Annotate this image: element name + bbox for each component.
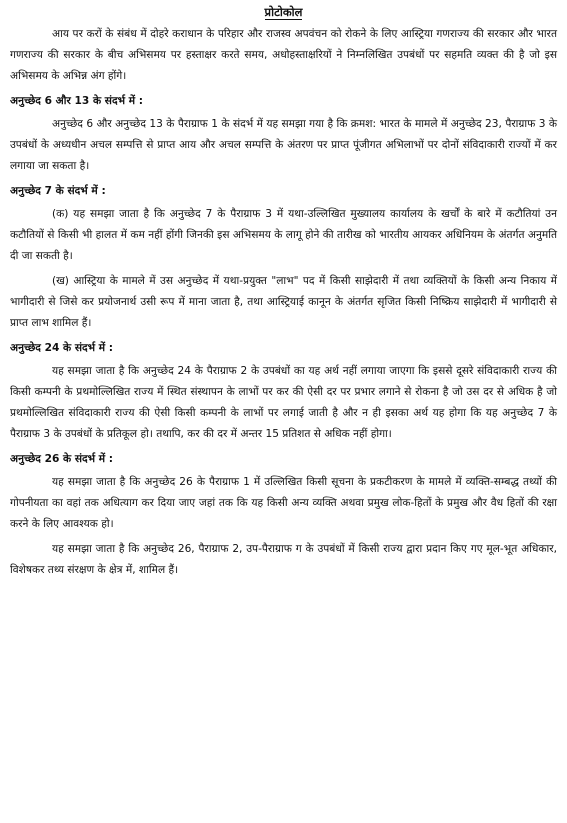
intro-paragraph: आय पर करों के संबंध में दोहरे कराधान के परिहार और राजस्व अपवंचन को रोकने के लिए आस्ट्रिया गणराज्य की सरकार और भारत गणराज्य की सरकार के बीच अभिसमय पर हस्ताक्षर करते समय, अधोहस्ताक्षरियों ने निम्नलिखित उपबंधों पर सहमति व्यक्त की है जो इस अभिसमय के अभिन्न अंग होंगे।	[10, 28, 557, 82]
paragraph-art-6-13: अनुच्छेद 6 और अनुच्छेद 13 के पैराग्राफ 1 के संदर्भ में यह समझा गया है कि क्रमश: भारत के मामले में अनुच्छेद 23, पैराग्राफ 3 के उपबंधों के अध्यधीन अचल सम्पत्ति से प्राप्त आय और अचल सम्पत्ति के अंतरण पर प्राप्त पूंजीगत अभिलाभों पर दोनों संविदाकारी राज्यों में कर लगाया जा सकता है।	[10, 118, 557, 172]
page-title: प्रोटोकोल	[264, 5, 303, 19]
paragraph-art-7-a: (क) यह समझा जाता है कि अनुच्छेद 7 के पैराग्राफ 3 में यथा-उल्लिखित मुख्यालय कार्यालय के खर्चों के बारे में कटौतियां उन कटौतियों से किसी भी हालत में कम नहीं होंगी जिनकी इस अभिसमय के लागू होने की तारीख को भारतीय आयकर अधिनियम के अंतर्गत अनुमति दी जा सकती है।	[10, 208, 557, 262]
section-heading-art-24: अनुच्छेद 24 के संदर्भ में :	[10, 342, 114, 354]
paragraph-art-24: यह समझा जाता है कि अनुच्छेद 24 के पैराग्राफ 2 के उपबंधों का यह अर्थ नहीं लगाया जाएगा कि इससे दूसरे संविदाकारी राज्य की किसी कम्पनी के प्रथमोल्लिखित राज्य में स्थित संस्थापन के लाभों पर कर की ऐसी दर पर प्रभार लगाने से रोकना है जो उस दर से अधिक है जो प्रथमोल्लिखित संविदाकारी राज्य की ऐसी किसी कम्पनी के लाभों पर लगाई जाती है और न ही इसका अर्थ यह होगा कि यह अनुच्छेद 7 के पैराग्राफ 3 के उपबंधों के प्रतिकूल हो। तथापि, कर की दर में अन्तर 15 प्रतिशत से अधिक नहीं होगा।	[10, 365, 557, 440]
section-heading-art-6-13: अनुच्छेद 6 और 13 के संदर्भ में :	[10, 95, 143, 107]
paragraph-art-7-b: (ख) आस्ट्रिया के मामले में उस अनुच्छेद में यथा-प्रयुक्त "लाभ" पद में किसी साझेदारी में तथा व्यक्तियों के किसी अन्य निकाय में भागीदारी से जिसे कर प्रयोजनार्थ उसी रूप में माना जाता है, तथा आस्ट्रियाई कानून के अंतर्गत सृजित किसी निष्क्रिय साझेदारी में भागीदारी से प्राप्त लाभ शामिल हैं।	[10, 275, 557, 329]
paragraph-art-26-2: यह समझा जाता है कि अनुच्छेद 26, पैराग्राफ 2, उप-पैराग्राफ ग के उपबंधों में किसी राज्य द्वारा प्रदान किए गए मूल-भूत अधिकार, विशेषकर तथ्य संरक्षण के क्षेत्र में, शामिल हैं।	[10, 543, 557, 576]
paragraph-art-26-1: यह समझा जाता है कि अनुच्छेद 26 के पैराग्राफ 1 में उल्लिखित किसी सूचना के प्रकटीकरण के मामले में व्यक्ति-सम्बद्ध तथ्यों की गोपनीयता का वहां तक अधित्याग कर दिया जाए जहां तक कि यह किसी अन्य व्यक्ति अथवा प्रमुख लोक-हितों के प्रमुख और वैध हितों की रक्षा करने के लिए आवश्यक हो।	[10, 476, 557, 530]
section-heading-art-7: अनुच्छेद 7 के संदर्भ में :	[10, 185, 106, 197]
section-heading-art-26: अनुच्छेद 26 के संदर्भ में :	[10, 453, 114, 465]
